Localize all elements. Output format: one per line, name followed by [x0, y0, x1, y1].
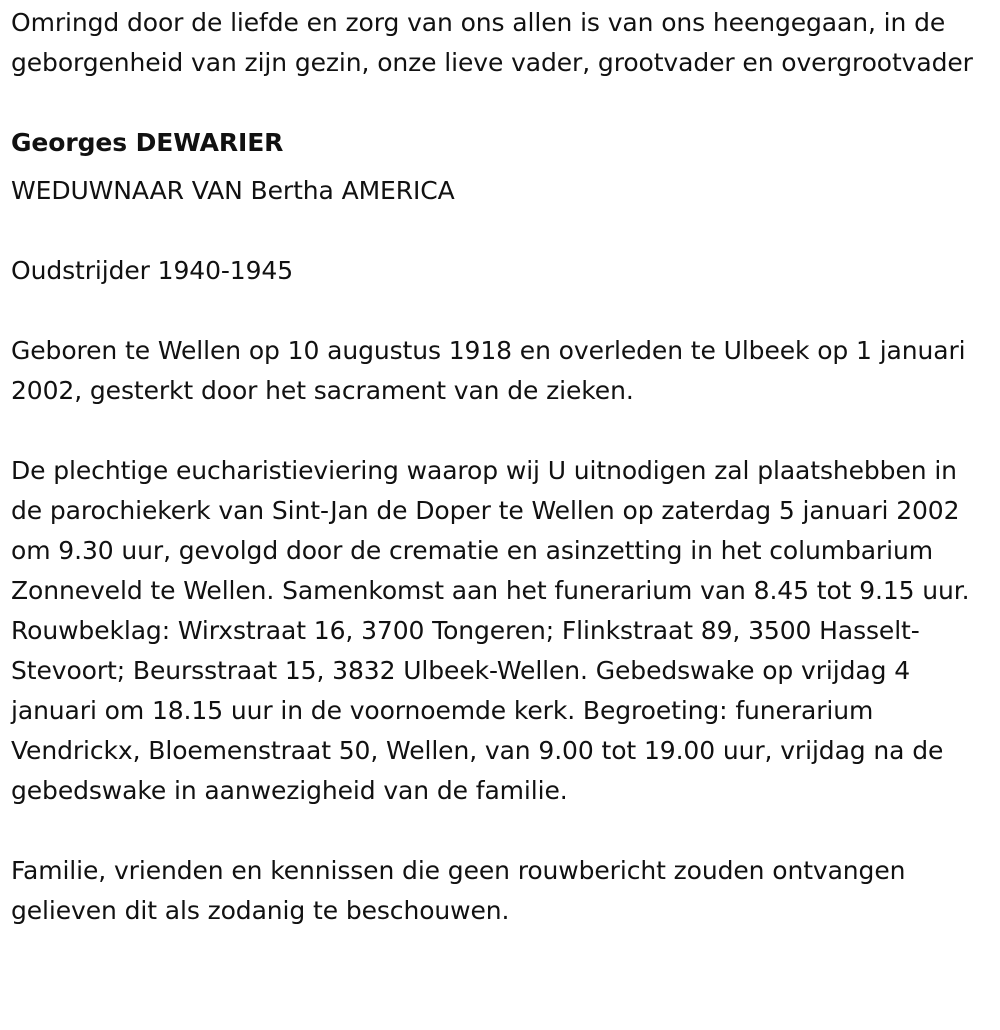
- closing-paragraph: Familie, vrienden en kennissen die geen rouwbericht zouden ontvangen gelieven dit als zodanig te beschouwen.: [11, 856, 906, 925]
- veteran-line: Oudstrijder 1940-1945: [11, 256, 294, 285]
- ceremony-paragraph: De plechtige eucharistieviering waarop wij U uitnodigen zal plaatshebben in de parochiekerk van Sint-Jan de Doper te Wellen op zaterdag 5 januari 2002 om 9.30 uur, gevolgd door de crematie en asinzetting in het columbarium Zonneveld te Wellen. Samenkomst aan het funerarium van 8.45 tot 9.15 uur. Rouwbeklag: Wirxstraat 16, 3700 Tongeren; Flinkstraat 89, 3500 Hasselt-Stevoort; Beursstraat 15, 3832 Ulbeek-Wellen. Gebedswake op vrijdag 4 januari om 18.15 uur in de voornoemde kerk. Begroeting: funerarium Vendrickx, Bloemenstraat 50, Wellen, van 9.00 tot 19.00 uur, vrijdag na de gebedswake in aanwezigheid van de familie.: [11, 456, 970, 805]
- birth-death-paragraph: Geboren te Wellen op 10 augustus 1918 en overleden te Ulbeek op 1 januari 2002, gesterkt door het sacrament van de zieken.: [11, 336, 966, 405]
- widower-line: WEDUWNAAR VAN Bertha AMERICA: [11, 176, 455, 205]
- deceased-name: Georges DEWARIER: [11, 128, 284, 157]
- obituary-notice: [11, 3, 986, 931]
- intro-paragraph: Omringd door de liefde en zorg van ons allen is van ons heengegaan, in de geborgenheid van zijn gezin, onze lieve vader, grootvader en overgrootvader: [11, 8, 973, 77]
